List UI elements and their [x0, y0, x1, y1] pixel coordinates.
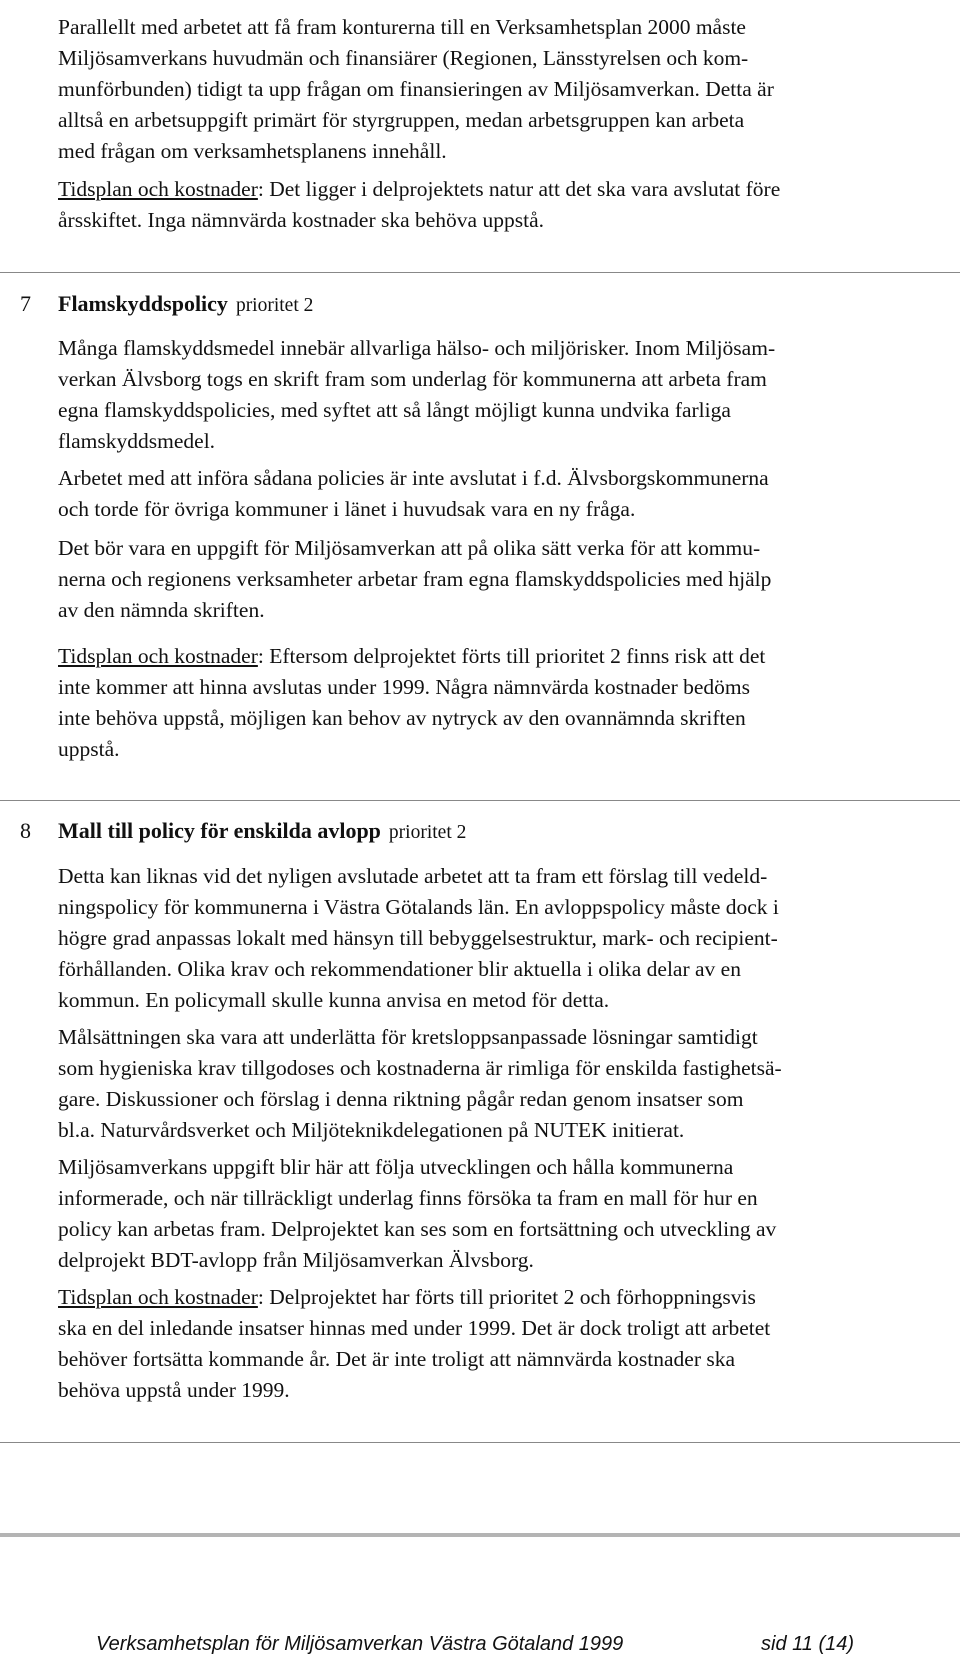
section-paragraph: Detta kan liknas vid det nyligen avslutade arbetet att ta fram ett förslag till vedeld- ningspolicy för kommunerna i Västra Götalands län. En avloppspolicy måste dock i högre grad anpassas lokalt med hänsyn till bebyggelsestruktur, mark- och recipient- förhållanden. Olika krav och rekommendationer blir aktuella i olika delar av en kommun. En policymall skulle kunna anvisa en metod för detta.: [58, 864, 779, 1012]
section-paragraph: Många flamskyddsmedel innebär allvarliga hälso- och miljörisker. Inom Miljösam- verkan Älvsborg togs en skrift fram som underlag för kommunerna att arbeta fram egna flamskyddspolicies, med syftet att så långt möjligt kunna undvika farliga flamskyddsmedel.: [58, 336, 776, 453]
section-paragraph: Miljösamverkans uppgift blir här att följa utvecklingen och hålla kommunerna informerade, och när tillräckligt underlag finns försöka ta fram en mall för hur en policy kan arbetas fram. Delprojektet kan ses som en fortsättning och utveckling av delprojekt BDT-avlopp från Miljösamverkan Älvsborg.: [58, 1155, 777, 1272]
section-paragraph: Det bör vara en uppgift för Miljösamverkan att på olika sätt verka för att kommu- nerna och regionens verksamheter arbetar fram egna flamskyddspolicies med hjälp av den nämnda skriften.: [58, 536, 772, 622]
section-title: Mall till policy för enskilda avlopp: [58, 818, 381, 843]
section-schedule-paragraph: Tidsplan och kostnader: Eftersom delprojektet förts till prioritet 2 finns risk att det inte kommer att hinna avslutas under 1999. Några nämnvärda kostnader bedöms inte behöva uppstå, möjligen kan behov av nytryck av den ovannämnda skriften uppstå.: [58, 644, 766, 761]
section-paragraph: Arbetet med att införa sådana policies är inte avslutat i f.d. Älvsborgskommunerna och torde för övriga kommuner i länet i huvudsak vara en ny fråga.: [58, 466, 769, 521]
schedule-label: Tidsplan och kostnader: [58, 1285, 258, 1309]
page-footer: [96, 1632, 855, 1656]
section-number: 7: [20, 291, 31, 316]
footer-rule: [0, 1533, 960, 1537]
section-number: 8: [20, 818, 31, 843]
page-number: sid 11 (14): [761, 1633, 855, 1655]
section-divider: [0, 1442, 960, 1443]
section-title: Flamskyddspolicy: [58, 291, 228, 316]
intro-paragraph: Parallellt med arbetet att få fram konturerna till en Verksamhetsplan 2000 måste Miljösamverkans huvudmän och finansiärer (Regionen, Länsstyrelsen och kom- munförbunden) tidigt ta upp frågan om finansieringen av Miljösamverkan. Detta är alltså en arbetsuppgift primärt för styrgruppen, medan arbetsgruppen kan arbeta med frågan om verksamhetsplanens innehåll.: [58, 15, 774, 163]
priority-label: prioritet 2: [388, 822, 467, 843]
section-heading: [58, 815, 466, 848]
schedule-label: Tidsplan och kostnader: [58, 177, 258, 201]
section-schedule-paragraph: Tidsplan och kostnader: Delprojektet har förts till prioritet 2 och förhoppningsvis ska en del inledande insatser hinnas med under 1999. Det är dock troligt att arbetet behöver fortsätta kommande år. Det är inte troligt att nämnvärda kostnader ska behöva uppstå under 1999.: [58, 1285, 771, 1402]
priority-label: prioritet 2: [235, 295, 314, 316]
section-heading: [58, 288, 313, 321]
section-divider: [0, 272, 960, 273]
schedule-label: Tidsplan och kostnader: [58, 644, 258, 668]
footer-title: Verksamhetsplan för Miljösamverkan Västra Götaland 1999: [96, 1633, 624, 1655]
section-paragraph: Målsättningen ska vara att underlätta för kretsloppsanpassade lösningar samtidigt som hygieniska krav tillgodoses och kostnaderna är rimliga för enskilda fastighetsä- gare. Diskussioner och förslag i denna riktning pågår redan genom insatser som bl.a. Naturvårdsverket och Miljöteknikdelegationen på NUTEK initierat.: [58, 1025, 782, 1142]
intro-schedule-paragraph: Tidsplan och kostnader: Det ligger i delprojektets natur att det ska vara avslutat före årsskiftet. Inga nämnvärda kostnader ska behöva uppstå.: [58, 177, 781, 232]
section-divider: [0, 800, 960, 801]
